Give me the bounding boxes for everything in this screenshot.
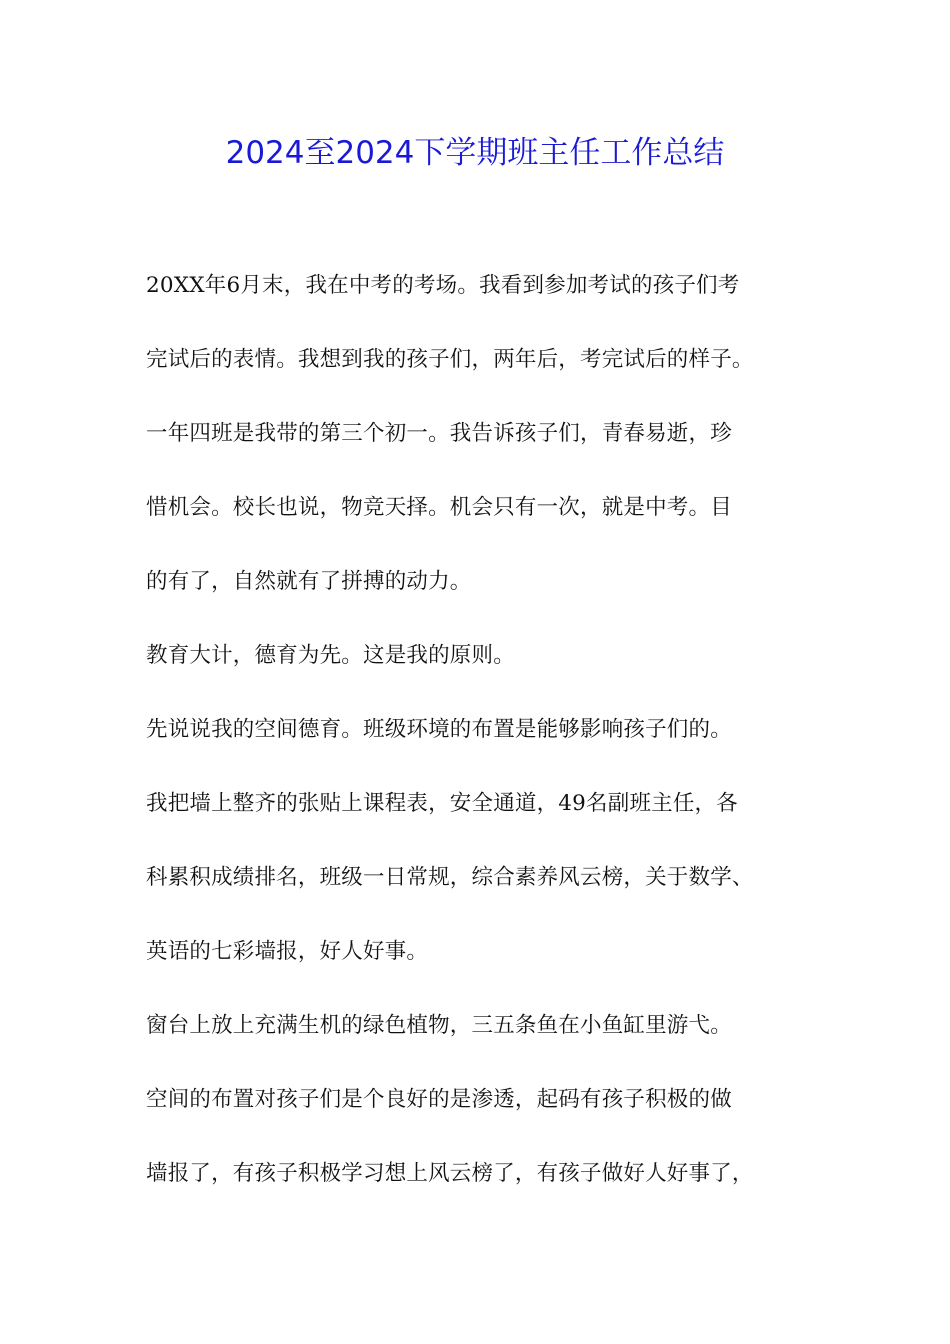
text-line: 惜机会。校长也说，物竞天择。机会只有一次，就是中考。目 (146, 495, 732, 520)
text-line: 20XX年6月末，我在中考的考场。我看到参加考试的孩子们考 (146, 273, 740, 298)
text-line: 窗台上放上充满生机的绿色植物，三五条鱼在小鱼缸里游弋。 (146, 1013, 732, 1038)
text-line: 英语的七彩墙报，好人好事。 (146, 939, 429, 964)
text-line: 一年四班是我带的第三个初一。我告诉孩子们，青春易逝，珍 (146, 421, 732, 446)
text-line: 我把墙上整齐的张贴上课程表，安全通道，49名副班主任，各 (146, 791, 738, 816)
text-line: 墙报了，有孩子积极学习想上风云榜了，有孩子做好人好事了， (146, 1161, 754, 1186)
text-line: 的有了，自然就有了拼搏的动力。 (146, 569, 472, 594)
text-line: 教育大计，德育为先。这是我的原则。 (146, 643, 515, 668)
document-body (146, 266, 846, 1228)
text-line: 先说说我的空间德育。班级环境的布置是能够影响孩子们的。 (146, 717, 732, 742)
text-line: 科累积成绩排名，班级一日常规，综合素养风云榜，关于数学、 (146, 865, 754, 890)
text-line: 空间的布置对孩子们是个良好的是渗透，起码有孩子积极的做 (146, 1087, 732, 1112)
document-title: 2024至2024下学期班主任工作总结 (225, 135, 725, 171)
text-line: 完试后的表情。我想到我的孩子们，两年后，考完试后的样子。 (146, 347, 754, 372)
